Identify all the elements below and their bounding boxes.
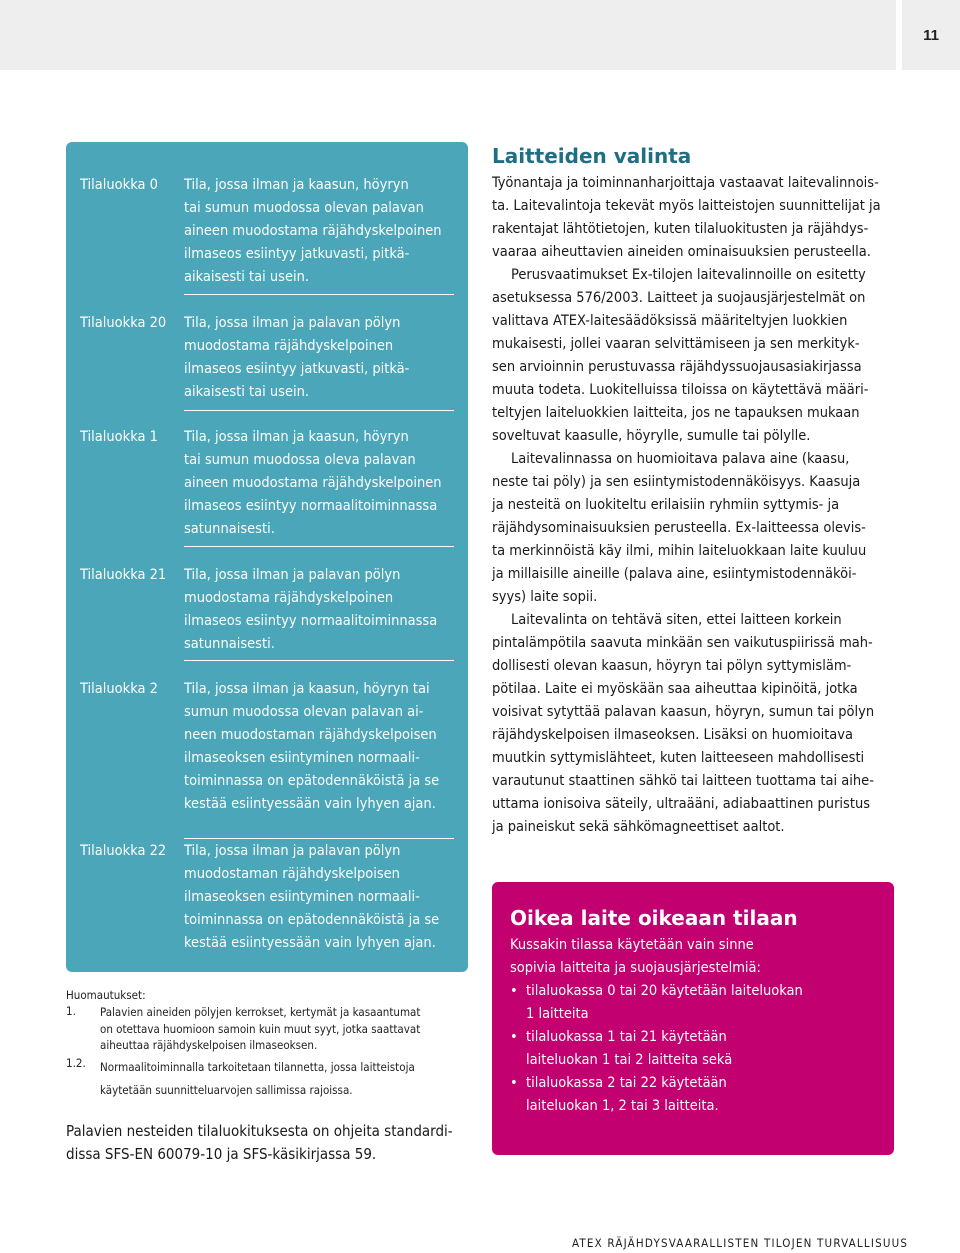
article-line: ta merkinnöistä käy ilmi, mihin laiteluokkaan laite kuuluu <box>492 543 867 559</box>
zone-class-panel <box>66 142 468 972</box>
desc-line: aikaisesti tai usein. <box>184 269 310 285</box>
info-box-intro <box>510 934 761 980</box>
desc-line: ilmaseos esiintyy normaalitoiminnassa <box>184 498 438 514</box>
article-line: teltyjen laiteluokkien laitteita, jos ne tapauksen mukaan <box>492 405 860 421</box>
list-line: tilaluokassa 1 tai 21 käytetään <box>526 1029 727 1045</box>
note-number: 1. <box>66 1004 76 1018</box>
article-line: ja paineiskut sekä sähkömagneettiset aaltot. <box>492 819 785 835</box>
article-line: Perusvaatimukset Ex-tilojen laitevalinnoille on esitetty <box>511 267 866 283</box>
desc-line: satunnaisesti. <box>184 521 275 537</box>
article-line: muuta todeta. Luokitelluissa tiloissa on käytettävä määri- <box>492 382 869 398</box>
article-line: uttama ionisoiva säteily, ultraääni, adiabaattinen puristus <box>492 796 871 812</box>
zone-class-label: Tilaluokka 22 <box>80 843 167 859</box>
article-line: syys) laite sopii. <box>492 589 598 605</box>
note-number: 1.2. <box>66 1056 86 1070</box>
zone-class-label: Tilaluokka 20 <box>80 315 167 331</box>
intro-line: sopivia laitteita ja suojausjärjestelmiä: <box>510 960 761 976</box>
divider <box>184 660 454 661</box>
header-band <box>0 0 896 70</box>
divider <box>184 838 454 839</box>
desc-line: tai sumun muodossa olevan palavan <box>184 200 424 216</box>
zone-class-description <box>184 312 462 404</box>
zone-class-label: Tilaluokka 21 <box>80 567 167 583</box>
note-text <box>100 1004 420 1054</box>
desc-line: Tila, jossa ilman ja kaasun, höyryn <box>184 429 409 445</box>
desc-line: aineen muodostama räjähdyskelpoinen <box>184 475 442 491</box>
article-line: ja nesteitä on luokiteltu erilaisiin ryhmiin syttymis- ja <box>492 497 840 513</box>
desc-line: sumun muodossa olevan palavan ai- <box>184 704 424 720</box>
note-line: on otettava huomioon samoin kuin muut syyt, jotka saattavat <box>100 1021 421 1036</box>
zone-class-label: Tilaluokka 2 <box>80 681 158 697</box>
list-item <box>510 1072 880 1118</box>
note-line: Palavien aineiden pölyjen kerrokset, kertymät ja kasaantumat <box>100 1005 421 1019</box>
list-line: tilaluokassa 2 tai 22 käytetään <box>526 1075 727 1091</box>
article-line: Työnantaja ja toiminnanharjoittaja vastaavat laitevalinnois- <box>492 175 879 191</box>
desc-line: ilmaseos esiintyy jatkuvasti, pitkä- <box>184 246 410 262</box>
zone-class-label: Tilaluokka 0 <box>80 177 158 193</box>
desc-line: Tila, jossa ilman ja palavan pölyn <box>184 567 401 583</box>
article-line: sen arvioinnin perustuvassa räjähdyssuojausasiakirjassa <box>492 359 862 375</box>
desc-line: kestää esiintyessään vain lyhyen ajan. <box>184 935 436 951</box>
bullet-icon: • <box>510 1029 518 1045</box>
page-number-box <box>902 0 960 70</box>
article-line: varautunut staattinen sähkö tai laitteen tuottama tai aihe- <box>492 773 874 789</box>
note-line: Normaalitoiminnalla tarkoitetaan tilannetta, jossa laitteistoja <box>100 1060 415 1074</box>
list-line: tilaluokassa 0 tai 20 käytetään laiteluokan <box>526 983 803 999</box>
desc-line: Tila, jossa ilman ja kaasun, höyryn <box>184 177 409 193</box>
article-line: pintalämpötila saavuta minkään sen vaikutuspiirissä mah- <box>492 635 873 651</box>
divider <box>184 546 454 547</box>
list-item <box>510 1026 880 1072</box>
article-body <box>492 172 902 839</box>
zone-class-description <box>184 426 462 541</box>
article-line: soveltuvat kaasulle, höyrylle, sumulle tai pölylle. <box>492 428 811 444</box>
reference-line: dissa SFS-EN 60079-10 ja SFS-käsikirjassa 59. <box>66 1145 377 1163</box>
list-line: laiteluokan 1, 2 tai 3 laitteita. <box>526 1098 719 1114</box>
zone-class-description <box>184 564 462 656</box>
article-line: rakentajat lähtötietojen, kuten tilaluokitusten ja räjähdys- <box>492 221 869 237</box>
desc-line: Tila, jossa ilman ja kaasun, höyryn tai <box>184 681 430 697</box>
notes-title: Huomautukset: <box>66 988 146 1002</box>
divider <box>184 410 454 411</box>
divider <box>184 294 454 295</box>
desc-line: muodostama räjähdyskelpoinen <box>184 590 394 606</box>
desc-line: muodostaman räjähdyskelpoisen <box>184 866 400 882</box>
article-line: voisivat sytyttää palavan kaasun, höyryn, sumun tai pölyn <box>492 704 875 720</box>
article-line: räjähdysominaisuuksien perusteella. Ex-laitteessa olevis- <box>492 520 866 536</box>
standards-reference <box>66 1120 466 1166</box>
desc-line: ilmaseos esiintyy normaalitoiminnassa <box>184 613 438 629</box>
bullet-icon: • <box>510 1075 518 1091</box>
article-line: muutkin syttymislähteet, kuten laitteeseen mahdollisesti <box>492 750 865 766</box>
desc-line: Tila, jossa ilman ja palavan pölyn <box>184 843 401 859</box>
article-line: neste tai pöly) ja sen esiintymistodennäköisyys. Kaasuja <box>492 474 861 490</box>
article-line: vaaraa aiheuttavien aineiden ominaisuuksien perusteella. <box>492 244 871 260</box>
desc-line: aineen muodostama räjähdyskelpoinen <box>184 223 442 239</box>
note-line: käytetään suunnitteluarvojen sallimissa rajoissa. <box>100 1083 353 1097</box>
list-line: 1 laitteita <box>526 1006 589 1022</box>
list-item <box>510 980 880 1026</box>
desc-line: ilmaseoksen esiintyminen normaali- <box>184 750 420 766</box>
desc-line: kestää esiintyessään vain lyhyen ajan. <box>184 796 436 812</box>
desc-line: muodostama räjähdyskelpoinen <box>184 338 394 354</box>
info-box <box>492 882 894 1155</box>
article-line: valittava ATEX-laitesäädöksissä määriteltyjen luokkien <box>492 313 848 329</box>
note-text <box>100 1056 415 1102</box>
article-line: ja millaisille aineille (palava aine, esiintymistodennäköi- <box>492 566 857 582</box>
page-number: 11 <box>923 26 939 44</box>
zone-class-label: Tilaluokka 1 <box>80 429 158 445</box>
desc-line: Tila, jossa ilman ja palavan pölyn <box>184 315 401 331</box>
desc-line: toiminnassa on epätodennäköistä ja se <box>184 773 440 789</box>
article-line: asetuksessa 576/2003. Laitteet ja suojausjärjestelmät on <box>492 290 866 306</box>
intro-line: Kussakin tilassa käytetään vain sinne <box>510 937 754 953</box>
note-line: aiheuttaa räjähdyskelpoisen ilmaseoksen. <box>100 1038 318 1052</box>
article-line: Laitevalinta on tehtävä siten, ettei laitteen korkein <box>511 612 842 628</box>
desc-line: tai sumun muodossa oleva palavan <box>184 452 416 468</box>
zone-class-description <box>184 174 462 289</box>
desc-line: satunnaisesti. <box>184 636 275 652</box>
desc-line: aikaisesti tai usein. <box>184 384 310 400</box>
article-line: räjähdyskelpoisen ilmaseoksen. Lisäksi on huomioitava <box>492 727 854 743</box>
article-line: mukaisesti, jollei vaaran selvittämiseen ja sen merkityk- <box>492 336 860 352</box>
info-box-title: Oikea laite oikeaan tilaan <box>510 906 798 930</box>
article-line: Laitevalinnassa on huomioitava palava aine (kaasu, <box>511 451 850 467</box>
bullet-icon: • <box>510 983 518 999</box>
zone-class-description <box>184 840 462 955</box>
article-line: pötilaa. Laite ei myöskään saa aiheuttaa kipinöitä, jotka <box>492 681 858 697</box>
desc-line: ilmaseos esiintyy jatkuvasti, pitkä- <box>184 361 410 377</box>
article-line: dollisesti olevan kaasun, höyryn tai pölyn syttymisläm- <box>492 658 852 674</box>
article-line: ta. Laitevalintoja tekevät myös laitteistojen suunnittelijat ja <box>492 198 881 214</box>
running-footer: ATEX RÄJÄHDYSVAARALLISTEN TILOJEN TURVALLISUUS <box>572 1236 909 1250</box>
info-box-list <box>510 980 880 1118</box>
desc-line: toiminnassa on epätodennäköistä ja se <box>184 912 440 928</box>
desc-line: ilmaseoksen esiintyminen normaali- <box>184 889 420 905</box>
desc-line: neen muodostaman räjähdyskelpoisen <box>184 727 437 743</box>
reference-line: Palavien nesteiden tilaluokituksesta on ohjeita standardi- <box>66 1122 453 1140</box>
article-title: Laitteiden valinta <box>492 144 692 168</box>
list-line: laiteluokan 1 tai 2 laitteita sekä <box>526 1052 733 1068</box>
zone-class-description <box>184 678 462 816</box>
